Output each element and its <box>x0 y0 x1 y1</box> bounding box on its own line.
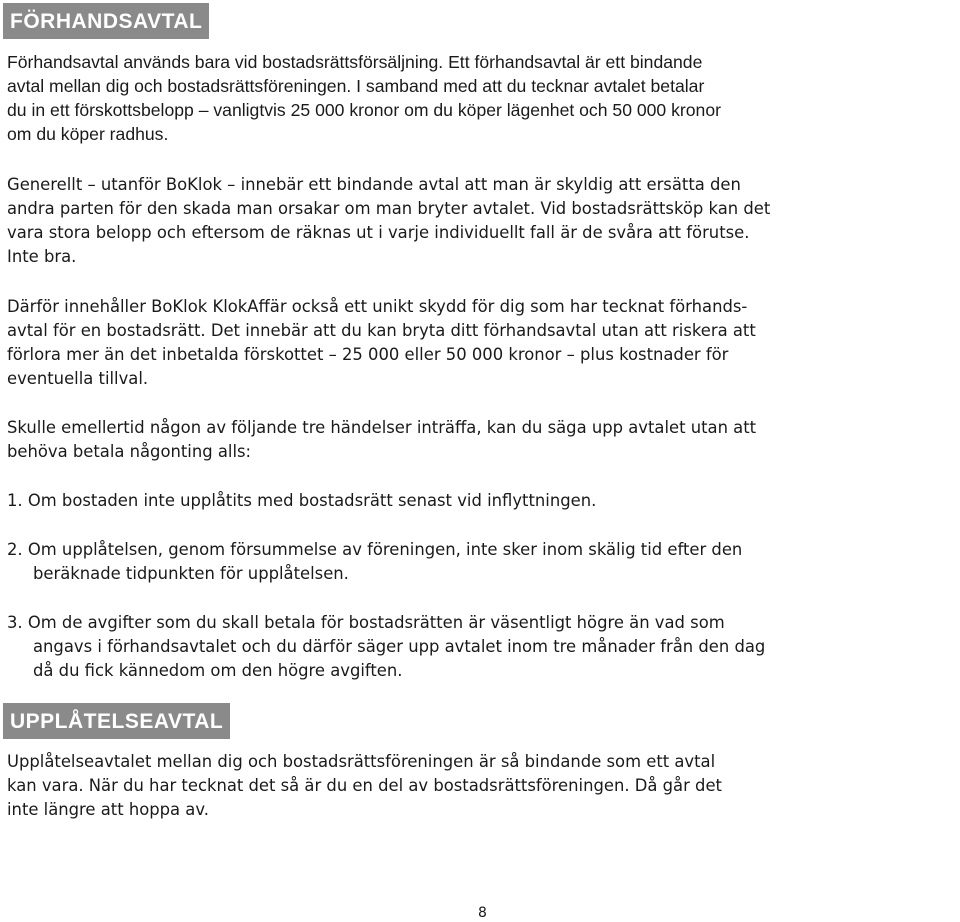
paragraph-intro <box>7 50 721 146</box>
section-heading-upplatelseavtal: UPPLÅTELSEAVTAL <box>3 703 230 739</box>
list-item-2 <box>7 538 742 586</box>
section-heading-forhandsavtal: FÖRHANDSAVTAL <box>3 3 209 39</box>
text-line: andra parten för den skada man orsakar om man bryter avtalet. Vid bostadsrättsköp kan det <box>7 199 771 218</box>
paragraph-upplatelse <box>7 750 722 822</box>
text-line: inte längre att hoppa av. <box>7 800 209 819</box>
text-line: kan vara. När du har tecknat det så är du en del av bostadsrättsföreningen. Då går det <box>7 776 722 795</box>
page-number: 8 <box>478 905 487 921</box>
text-line: 3. Om de avgifter som du skall betala för bostadsrätten är väsentligt högre än vad som <box>7 613 725 632</box>
text-line: 2. Om upplåtelsen, genom försummelse av föreningen, inte sker inom skälig tid efter den <box>7 540 743 559</box>
text-line: Upplåtelseavtalet mellan dig och bostadsrättsföreningen är så bindande som ett avtal <box>7 752 716 771</box>
text-line: eventuella tillval. <box>7 369 149 388</box>
text-line: beräknade tidpunkten för upplåtelsen. <box>33 564 349 583</box>
paragraph-general <box>7 173 770 269</box>
paragraph-conditions <box>7 416 756 464</box>
text-line: avtal för en bostadsrätt. Det innebär att du kan bryta ditt förhandsavtal utan att riskera att <box>7 321 756 340</box>
paragraph-protection <box>7 295 756 391</box>
text-line: Skulle emellertid någon av följande tre händelser inträffa, kan du säga upp avtalet utan att <box>7 418 757 437</box>
text-line: vara stora belopp och eftersom de räknas ut i varje individuellt fall är de svåra att förutse. <box>7 223 750 242</box>
list-item-1 <box>7 489 596 513</box>
text-line: 1. Om bostaden inte upplåtits med bostadsrätt senast vid inflyttningen. <box>7 491 597 510</box>
text-line: Förhandsavtal används bara vid bostadsrättsförsäljning. Ett förhandsavtal är ett bindande <box>7 52 703 72</box>
text-line: om du köper radhus. <box>7 124 169 144</box>
text-line: du in ett förskottsbelopp – vanligtvis 25 000 kronor om du köper lägenhet och 50 000 kronor <box>7 100 721 120</box>
text-line: då du fick kännedom om den högre avgiften. <box>33 661 403 680</box>
text-line: Generellt – utanför BoKlok – innebär ett bindande avtal att man är skyldig att ersätta den <box>7 175 741 194</box>
text-line: avtal mellan dig och bostadsrättsföreningen. I samband med att du tecknar avtalet betalar <box>7 76 705 96</box>
text-line: behöva betala någonting alls: <box>7 442 252 461</box>
list-item-3 <box>7 611 765 683</box>
text-line: Därför innehåller BoKlok KlokAffär också ett unikt skydd för dig som har tecknat förhands- <box>7 297 748 316</box>
text-line: förlora mer än det inbetalda förskottet – 25 000 eller 50 000 kronor – plus kostnader för <box>7 345 729 364</box>
text-line: angavs i förhandsavtalet och du därför säger upp avtalet inom tre månader från den dag <box>33 637 766 656</box>
text-line: Inte bra. <box>7 247 77 266</box>
